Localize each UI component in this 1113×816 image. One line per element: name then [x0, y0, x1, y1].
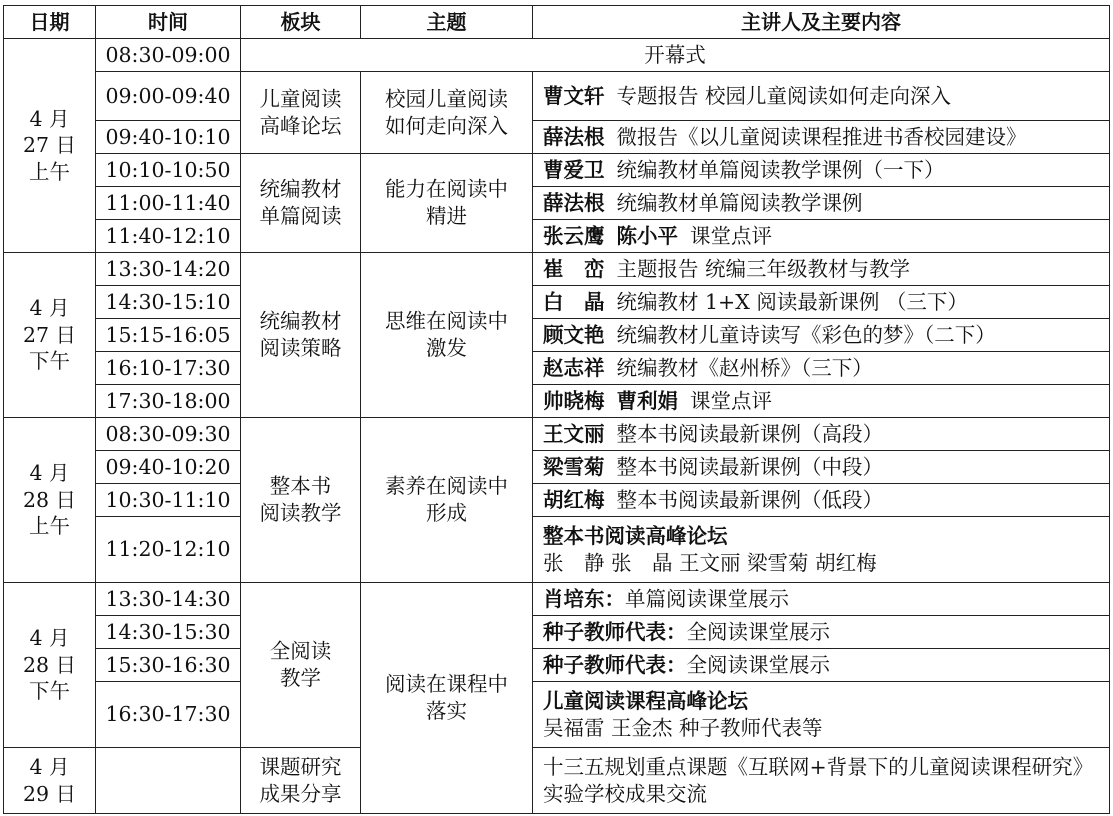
time-cell: 14:30-15:10	[96, 286, 241, 319]
table-row	[4, 418, 1110, 451]
time-cell: 16:30-17:30	[96, 682, 241, 748]
time-cell: 09:00-09:40	[96, 72, 241, 121]
section-cell: 儿童阅读 高峰论坛	[241, 72, 361, 154]
forum-title: 儿童阅读课程高峰论坛	[543, 688, 748, 713]
session-desc: 微报告《以儿童阅读课程推进书香校园建设》	[616, 124, 1027, 149]
session-desc: 全阅读课堂展示	[686, 619, 830, 644]
time-cell: 15:15-16:05	[96, 319, 241, 352]
content-cell	[533, 484, 1110, 517]
opening-cell: 开幕式	[241, 39, 1110, 72]
content-cell	[533, 418, 1110, 451]
speaker-name: 赵志祥	[543, 355, 605, 380]
time-cell: 17:30-18:00	[96, 385, 241, 418]
table-row	[4, 682, 1110, 748]
content-cell	[533, 682, 1110, 748]
session-desc: 统编教材单篇阅读教学课例（一下）	[616, 157, 945, 182]
content-cell	[533, 649, 1110, 682]
header-date: 日期	[4, 6, 96, 39]
table-row	[4, 253, 1110, 286]
header-content: 主讲人及主要内容	[533, 6, 1110, 39]
time-cell: 08:30-09:00	[96, 39, 241, 72]
time-cell: 14:30-15:30	[96, 616, 241, 649]
table-row	[4, 352, 1110, 385]
date-cell: 4 月 28 日 上午	[4, 418, 96, 583]
session-desc: 专题报告 校园儿童阅读如何走向深入	[616, 83, 952, 108]
table-row	[4, 121, 1110, 154]
section-cell: 课题研究 成果分享	[241, 748, 361, 814]
content-cell	[533, 154, 1110, 187]
speaker-name: 白 晶	[543, 289, 605, 314]
section-cell: 统编教材 阅读策略	[241, 253, 361, 418]
table-row	[4, 616, 1110, 649]
content-cell	[533, 253, 1110, 286]
content-cell	[533, 220, 1110, 253]
time-cell: 15:30-16:30	[96, 649, 241, 682]
speaker-name: 肖培东：	[543, 586, 625, 611]
forum-speakers: 张 静 张 晶 王文丽 梁雪菊 胡红梅	[543, 550, 877, 575]
table-row	[4, 286, 1110, 319]
speaker-name: 梁雪菊	[543, 454, 605, 479]
table-row	[4, 187, 1110, 220]
time-cell: 08:30-09:30	[96, 418, 241, 451]
header-time: 时间	[96, 6, 241, 39]
table-row	[4, 72, 1110, 121]
speaker-name: 胡红梅	[543, 487, 605, 512]
content-cell: 十三五规划重点课题《互联网+背景下的儿童阅读课程研究》实验学校成果交流	[533, 748, 1110, 814]
table-row	[4, 649, 1110, 682]
speaker-name: 帅晓梅	[543, 388, 605, 413]
speaker-name: 薛法根	[543, 190, 605, 215]
time-cell: 10:30-11:10	[96, 484, 241, 517]
time-cell: 10:10-10:50	[96, 154, 241, 187]
time-cell: 11:40-12:10	[96, 220, 241, 253]
speaker-name: 种子教师代表：	[543, 652, 687, 677]
time-cell: 09:40-10:20	[96, 451, 241, 484]
session-desc: 统编教材《赵州桥》（三下）	[616, 355, 873, 380]
theme-cell: 素养在阅读中 形成	[361, 418, 533, 583]
time-cell: 13:30-14:20	[96, 253, 241, 286]
session-desc: 课堂点评	[690, 223, 772, 248]
content-cell	[533, 72, 1110, 121]
table-row	[4, 484, 1110, 517]
content-cell	[533, 616, 1110, 649]
forum-title: 整本书阅读高峰论坛	[543, 523, 728, 548]
date-cell: 4 月 27 日 下午	[4, 253, 96, 418]
theme-cell: 思维在阅读中 激发	[361, 253, 533, 418]
theme-cell: 能力在阅读中 精进	[361, 154, 533, 253]
header-theme: 主题	[361, 6, 533, 39]
speaker-name: 张云鹰	[543, 223, 605, 248]
speaker-name: 王文丽	[543, 421, 605, 446]
date-cell: 4 月 27 日 上午	[4, 39, 96, 253]
date-cell: 4 月 29 日	[4, 748, 96, 814]
time-cell: 09:40-10:10	[96, 121, 241, 154]
speaker-name: 薛法根	[543, 124, 605, 149]
session-desc: 主题报告 统编三年级教材与教学	[616, 256, 911, 281]
content-cell	[533, 286, 1110, 319]
content-cell	[533, 121, 1110, 154]
table-row	[4, 154, 1110, 187]
speaker-name: 崔 峦	[543, 256, 605, 281]
content-cell	[533, 352, 1110, 385]
speaker-name-2: 曹利娟	[616, 388, 678, 413]
table-row	[4, 220, 1110, 253]
time-cell-empty	[96, 748, 241, 814]
table-row	[4, 385, 1110, 418]
session-desc: 单篇阅读课堂展示	[625, 586, 789, 611]
content-cell	[533, 517, 1110, 583]
time-cell: 16:10-17:30	[96, 352, 241, 385]
content-cell	[533, 385, 1110, 418]
time-cell: 11:00-11:40	[96, 187, 241, 220]
session-desc: 整本书阅读最新课例（高段）	[616, 421, 883, 446]
session-desc: 统编教材单篇阅读教学课例	[616, 190, 863, 215]
session-desc: 全阅读课堂展示	[686, 652, 830, 677]
section-cell: 统编教材 单篇阅读	[241, 154, 361, 253]
speaker-name: 顾文艳	[543, 322, 605, 347]
speaker-name: 种子教师代表：	[543, 619, 687, 644]
content-cell	[533, 583, 1110, 616]
theme-cell: 校园儿童阅读 如何走向深入	[361, 72, 533, 154]
header-section: 板块	[241, 6, 361, 39]
speaker-name-2: 陈小平	[616, 223, 678, 248]
table-row	[4, 517, 1110, 583]
table-row	[4, 319, 1110, 352]
theme-cell: 阅读在课程中 落实	[361, 583, 533, 814]
session-desc: 整本书阅读最新课例（中段）	[616, 454, 883, 479]
time-cell: 13:30-14:30	[96, 583, 241, 616]
content-cell	[533, 451, 1110, 484]
session-desc: 整本书阅读最新课例（低段）	[616, 487, 883, 512]
table-row	[4, 451, 1110, 484]
section-cell: 全阅读 教学	[241, 583, 361, 748]
session-desc: 统编教材儿童诗读写《彩色的梦》（二下）	[616, 322, 996, 347]
speaker-name: 曹爱卫	[543, 157, 605, 182]
header-row	[4, 6, 1110, 39]
date-cell: 4 月 28 日 下午	[4, 583, 96, 748]
table-row	[4, 39, 1110, 72]
content-cell	[533, 319, 1110, 352]
forum-speakers: 吴福雷 王金杰 种子教师代表等	[543, 715, 823, 740]
speaker-name: 曹文轩	[543, 83, 605, 108]
table-row	[4, 748, 1110, 814]
schedule-table	[3, 5, 1110, 814]
session-desc: 课堂点评	[690, 388, 772, 413]
table-row	[4, 583, 1110, 616]
session-desc: 统编教材 1+X 阅读最新课例 （三下）	[616, 289, 968, 314]
section-cell: 整本书 阅读教学	[241, 418, 361, 583]
content-cell	[533, 187, 1110, 220]
time-cell: 11:20-12:10	[96, 517, 241, 583]
